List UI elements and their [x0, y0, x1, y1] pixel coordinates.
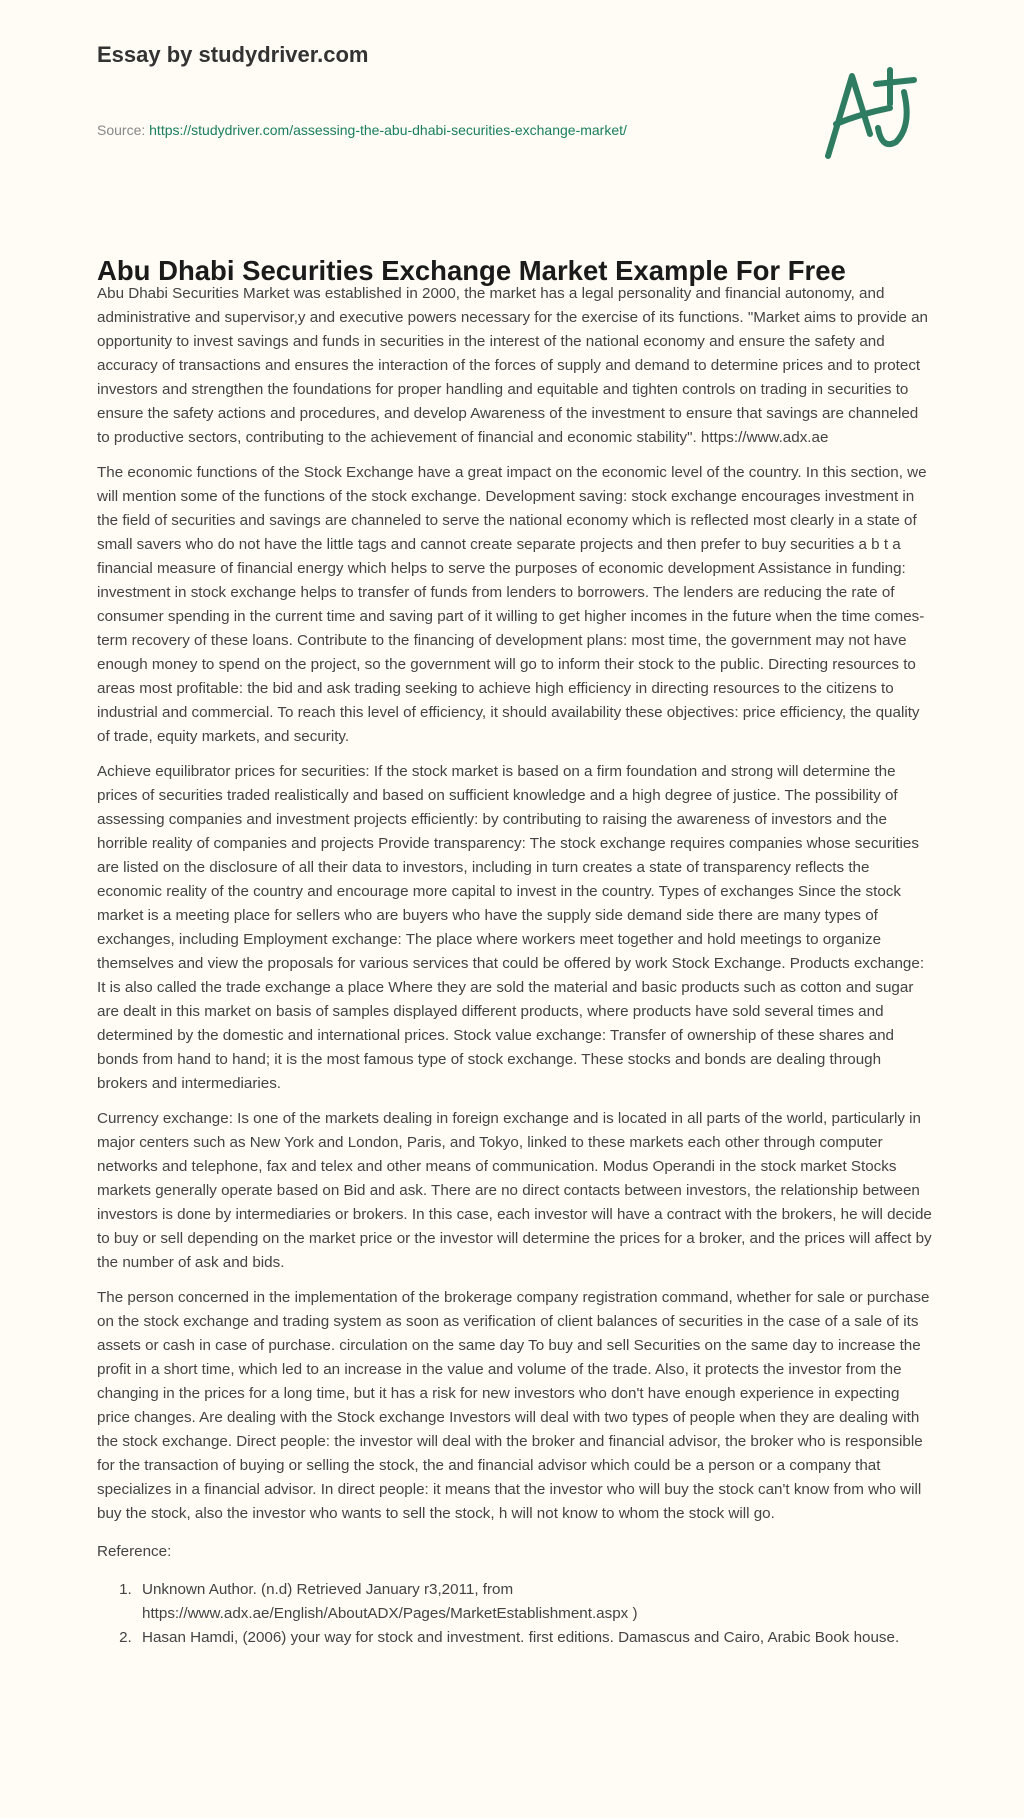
reference-list [97, 1578, 933, 1650]
paragraph: Achieve equilibrator prices for securities: If the stock market is based on a firm foundation and strong will determine the prices of securities traded realistically and based on sufficient knowledge and a high degree of justice. The possibility of assessing companies and investment projects efficiently: by contributing to raising the awareness of investors and the horrible reality of companies and projects Provide transparency: The stock exchange requires companies whose securities are listed on the disclosure of all their data to investors, including in turn creates a state of transparency reflects the economic reality of the country and encourage more capital to invest in the country. Types of exchanges Since the stock market is a meeting place for sellers who are buyers who have the supply side demand side there are many types of exchanges, including Employment exchange: The place where workers meet together and hold meetings to organize themselves and view the proposals for various services that could be offered by work Stock Exchange. Products exchange: It is also called the trade exchange a place Where they are sold the material and basic products such as cotton and sugar are dealt in this market on basis of samples displayed different products, where products have sold several times and determined by the domestic and international prices. Stock value exchange: Transfer of ownership of these shares and bonds from hand to hand; it is the most famous type of stock exchange. These stocks and bonds are dealing through brokers and intermediaries. [97, 763, 925, 1092]
reference-heading: Reference: [97, 1543, 172, 1560]
reference-item: 1. Unknown Author. (n.d) Retrieved January r3,2011, from https://www.adx.ae/English/AboutADX/Pages/MarketEstablishment.aspx ) [136, 1578, 933, 1626]
paragraph: The person concerned in the implementation of the brokerage company registration command, whether for sale or purchase on the stock exchange and trading system as soon as verification of client balances of securities in the case of a sale of its assets or cash in case of purchase. circulation on the same day To buy and sell Securities on the same day to increase the profit in a short time, which led to an increase in the value and volume of the trade. Also, it protects the investor from the changing in the prices for a long time, but it has a risk for new investors who don't have enough experience in expecting price changes. Are dealing with the Stock exchange Investors will deal with two types of people when they are dealing with the stock exchange. Direct people: the investor will deal with the broker and financial advisor, the broker who is responsible for the transaction of buying or selling the stock, the and financial advisor which could be a person or a company that specializes in a financial advisor. In direct people: it means that the investor who will buy the stock can't know from who will buy the stock, also the investor who wants to sell the stock, h will not know to whom the stock will go. [97, 1289, 930, 1522]
essay-body [97, 282, 933, 1650]
site-brand: Essay by studydriver.com [97, 42, 369, 67]
source-label: Source: [97, 122, 146, 138]
a-plus-logo [820, 66, 930, 166]
reference-item: 2. Hasan Hamdi, (2006) your way for stock and investment. first editions. Damascus and Cairo, Arabic Book house. [136, 1626, 933, 1650]
source-line [97, 122, 627, 138]
source-link[interactable]: https://studydriver.com/assessing-the-abu-dhabi-securities-exchange-market/ [149, 122, 627, 138]
paragraph: The economic functions of the Stock Exchange have a great impact on the economic level of the country. In this section, we will mention some of the functions of the stock exchange. Development saving: stock exchange encourages investment in the field of securities and savings are channeled to serve the national economy which is reflected most clearly in a state of small savers who do not have the little tags and cannot create separate projects and then prefer to buy securities a b t a financial measure of financial energy which helps to serve the purposes of economic development Assistance in funding: investment in stock exchange helps to transfer of funds from lenders to borrowers. The lenders are reducing the rate of consumer spending in the current time and saving part of it willing to get higher incomes in the future when the time comes-term recovery of these loans. Contribute to the financing of development plans: most time, the government may not have enough money to spend on the project, so the government will go to inform their stock to the public. Directing resources to areas most profitable: the bid and ask trading seeking to achieve high efficiency in directing resources to the citizens to industrial and commercial. To reach this level of efficiency, it should availability these objectives: price efficiency, the quality of trade, equity markets, and security. [97, 464, 927, 745]
paragraph: Abu Dhabi Securities Market was established in 2000, the market has a legal personality and financial autonomy, and administrative and supervisor,y and executive powers necessary for the exercise of its functions. "Market aims to provide an opportunity to invest savings and funds in securities in the interest of the national economy and ensure the safety and accuracy of transactions and ensures the interaction of the forces of supply and demand to determine prices and to protect investors and strengthen the foundations for proper handling and equitable and tighten controls on trading in securities to ensure the safety actions and procedures, and develop Awareness of the investment to ensure that savings are channeled to productive sectors, contributing to the achievement of financial and economic stability". https://www.adx.ae [97, 285, 928, 446]
page-title: Abu Dhabi Securities Exchange Market Example For Free [97, 255, 846, 286]
paragraph: Currency exchange: Is one of the markets dealing in foreign exchange and is located in all parts of the world, particularly in major centers such as New York and London, Paris, and Tokyo, linked to these markets each other through computer networks and telephone, fax and telex and other means of communication. Modus Operandi in the stock market Stocks markets generally operate based on Bid and ask. There are no direct contacts between investors, the relationship between investors is done by intermediaries or brokers. In this case, each investor will have a contract with the brokers, he will decide to buy or sell depending on the market price or the investor will determine the prices for a broker, and the prices will affect by the number of ask and bids. [97, 1110, 932, 1271]
